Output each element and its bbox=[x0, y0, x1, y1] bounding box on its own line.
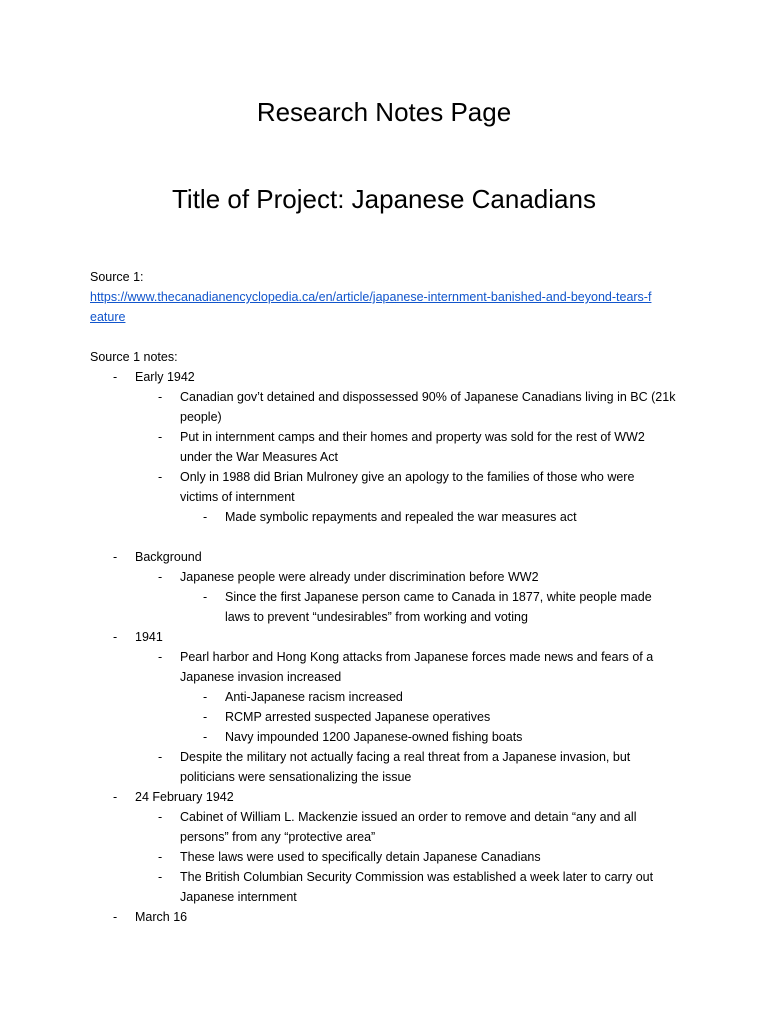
bullet-dash: - bbox=[203, 690, 208, 704]
note-text-line: Despite the military not actually facing a real threat from a Japanese invasion, but bbox=[180, 750, 631, 764]
bullet-dash: - bbox=[113, 370, 118, 384]
bullet-dash: - bbox=[158, 470, 163, 484]
bullet-dash: - bbox=[158, 750, 163, 764]
project-title: Title of Project: Japanese Canadians bbox=[172, 184, 596, 214]
note-item-level-2 bbox=[90, 867, 690, 907]
source-label: Source 1: bbox=[90, 270, 144, 284]
note-text-line: Anti-Japanese racism increased bbox=[225, 690, 403, 704]
bullet-dash: - bbox=[158, 850, 163, 864]
note-item-level-2 bbox=[90, 647, 690, 687]
bullet-dash: - bbox=[203, 590, 208, 604]
bullet-dash: - bbox=[203, 510, 208, 524]
note-text-line: Japanese internment bbox=[180, 890, 297, 904]
note-text-line: laws to prevent “undesirables” from working and voting bbox=[225, 610, 528, 624]
bullet-dash: - bbox=[158, 650, 163, 664]
note-text-line: Canadian gov’t detained and dispossessed 90% of Japanese Canadians living in BC (21k bbox=[180, 390, 676, 404]
note-text-line: Japanese invasion increased bbox=[180, 670, 342, 684]
note-item-level-1 bbox=[90, 627, 690, 647]
note-text-line: 1941 bbox=[135, 630, 163, 644]
note-text-line: Since the first Japanese person came to Canada in 1877, white people made bbox=[225, 590, 652, 604]
note-text-line: Early 1942 bbox=[135, 370, 195, 384]
note-item-level-2 bbox=[90, 847, 690, 867]
spacer bbox=[90, 327, 690, 347]
source-url-line-1[interactable]: https://www.thecanadianencyclopedia.ca/en/article/japanese-internment-banished-and-beyond-tears-f bbox=[90, 290, 652, 304]
note-text-line: Only in 1988 did Brian Mulroney give an apology to the families of those who were bbox=[180, 470, 635, 484]
note-text-line: victims of internment bbox=[180, 490, 295, 504]
note-item-level-3 bbox=[90, 507, 690, 527]
bullet-dash: - bbox=[113, 550, 118, 564]
note-item-level-1 bbox=[90, 367, 690, 387]
bullet-dash: - bbox=[158, 430, 163, 444]
note-text-line: Put in internment camps and their homes and property was sold for the rest of WW2 bbox=[180, 430, 645, 444]
note-text-line: Background bbox=[135, 550, 202, 564]
bullet-dash: - bbox=[113, 790, 118, 804]
bullet-dash: - bbox=[158, 870, 163, 884]
source-url-line-2[interactable]: eature bbox=[90, 310, 126, 324]
note-text-line: Japanese people were already under discrimination before WW2 bbox=[180, 570, 539, 584]
notes-list bbox=[90, 367, 690, 927]
note-item-level-2 bbox=[90, 747, 690, 787]
note-item-level-2 bbox=[90, 467, 690, 507]
bullet-dash: - bbox=[113, 910, 118, 924]
note-text-line: people) bbox=[180, 410, 222, 424]
note-text-line: Made symbolic repayments and repealed the war measures act bbox=[225, 510, 577, 524]
bullet-dash: - bbox=[158, 810, 163, 824]
notes-body bbox=[90, 267, 690, 927]
note-item-level-1 bbox=[90, 547, 690, 567]
note-text-line: 24 February 1942 bbox=[135, 790, 234, 804]
note-text-line: Cabinet of William L. Mackenzie issued an order to remove and detain “any and all bbox=[180, 810, 637, 824]
bullet-dash: - bbox=[158, 570, 163, 584]
note-text-line: Pearl harbor and Hong Kong attacks from Japanese forces made news and fears of a bbox=[180, 650, 654, 664]
notes-label: Source 1 notes: bbox=[90, 350, 178, 364]
note-text-line: The British Columbian Security Commission was established a week later to carry out bbox=[180, 870, 654, 884]
note-item-level-3 bbox=[90, 687, 690, 707]
bullet-dash: - bbox=[158, 390, 163, 404]
note-item-level-2 bbox=[90, 427, 690, 467]
note-item-level-2 bbox=[90, 807, 690, 847]
bullet-dash: - bbox=[203, 710, 208, 724]
page-heading: Research Notes Page bbox=[256, 97, 512, 127]
note-item-level-3 bbox=[90, 707, 690, 727]
note-item-level-2 bbox=[90, 567, 690, 587]
blank-line bbox=[90, 527, 690, 547]
note-item-level-1 bbox=[90, 787, 690, 807]
note-item-level-1 bbox=[90, 907, 690, 927]
note-item-level-2 bbox=[90, 387, 690, 427]
note-text-line: RCMP arrested suspected Japanese operatives bbox=[225, 710, 491, 724]
note-text-line: Navy impounded 1200 Japanese-owned fishing boats bbox=[225, 730, 523, 744]
note-text-line: persons” from any “protective area” bbox=[180, 830, 376, 844]
note-item-level-3 bbox=[90, 727, 690, 747]
bullet-dash: - bbox=[203, 730, 208, 744]
note-text-line: These laws were used to specifically detain Japanese Canadians bbox=[180, 850, 541, 864]
note-item-level-3 bbox=[90, 587, 690, 627]
source-link[interactable] bbox=[90, 287, 690, 327]
note-text-line: politicians were sensationalizing the issue bbox=[180, 770, 412, 784]
note-text-line: under the War Measures Act bbox=[180, 450, 338, 464]
bullet-dash: - bbox=[113, 630, 118, 644]
note-text-line: March 16 bbox=[135, 910, 188, 924]
